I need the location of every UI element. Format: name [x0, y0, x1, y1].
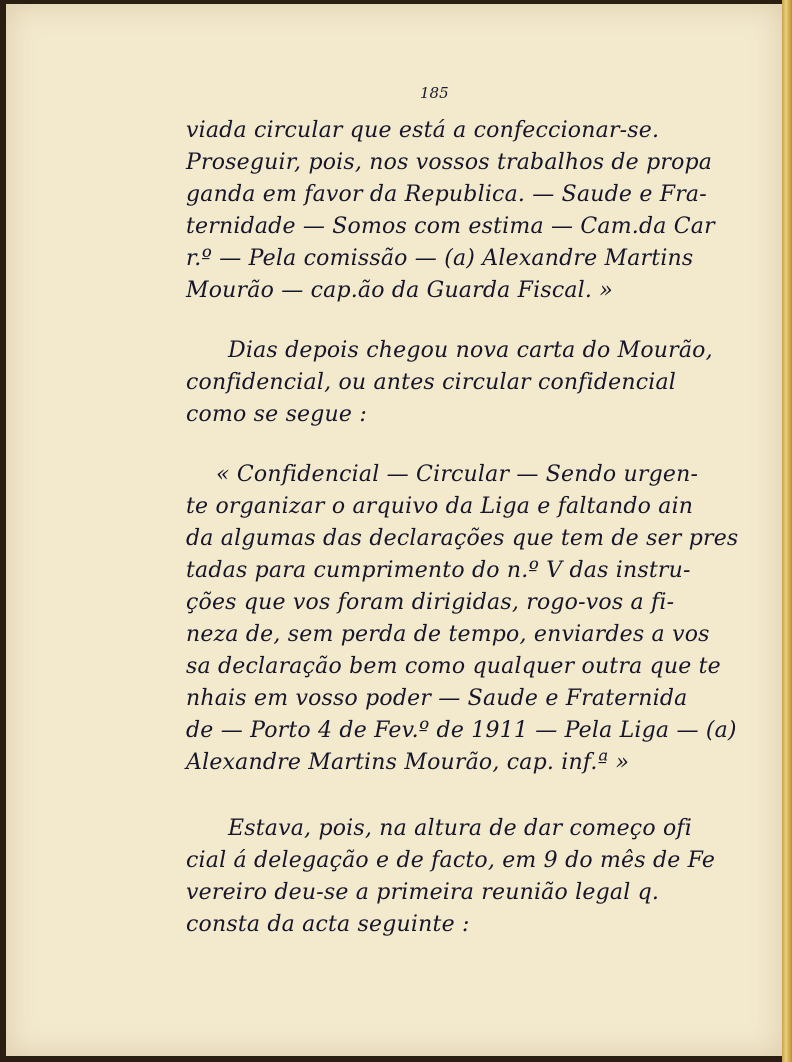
text-line: r.º — Pela comissão — (a) Alexandre Martins	[186, 246, 694, 271]
text-line: tadas para cumprimento do n.º V das instru-	[186, 558, 691, 583]
page-number: 185	[420, 84, 449, 102]
text-line: Proseguir, pois, nos vossos trabalhos de propa	[186, 150, 713, 175]
text-line: da algumas das declarações que tem de ser pres	[186, 526, 739, 551]
text-line: sa declaração bem como qualquer outra que te	[186, 654, 721, 679]
text-line: viada circular que está a confeccionar-se.	[186, 118, 660, 143]
text-line: Alexandre Martins Mourão, cap. inf.ª »	[186, 750, 630, 775]
text-line: « Confidencial — Circular — Sendo urgen-	[216, 462, 699, 487]
text-line: nhais em vosso poder — Saude e Fraternida	[186, 686, 688, 711]
text-line: vereiro deu-se a primeira reunião legal q.	[186, 880, 660, 905]
text-line: cial á delegação e de facto, em 9 do mês de Fe	[186, 848, 716, 873]
text-line: Dias depois chegou nova carta do Mourão,	[228, 338, 713, 363]
page-edge	[782, 0, 792, 1062]
text-line: neza de, sem perda de tempo, enviardes a vos	[186, 622, 710, 647]
text-line: ganda em favor da Republica. — Saude e Fra-	[186, 182, 707, 207]
text-line: consta da acta seguinte :	[186, 912, 470, 937]
text-line: ções que vos foram dirigidas, rogo-vos a fi-	[186, 590, 675, 615]
text-line: confidencial, ou antes circular confidencial	[186, 370, 677, 395]
text-line: ternidade — Somos com estima — Cam.da Car	[186, 214, 715, 239]
text-line: Estava, pois, na altura de dar começo ofi	[228, 816, 692, 841]
text-line: te organizar o arquivo da Liga e faltando ain	[186, 494, 694, 519]
text-line: de — Porto 4 de Fev.º de 1911 — Pela Liga — (a)	[186, 718, 737, 743]
text-line: Mourão — cap.ão da Guarda Fiscal. »	[186, 278, 613, 303]
text-line: como se segue :	[186, 402, 367, 427]
